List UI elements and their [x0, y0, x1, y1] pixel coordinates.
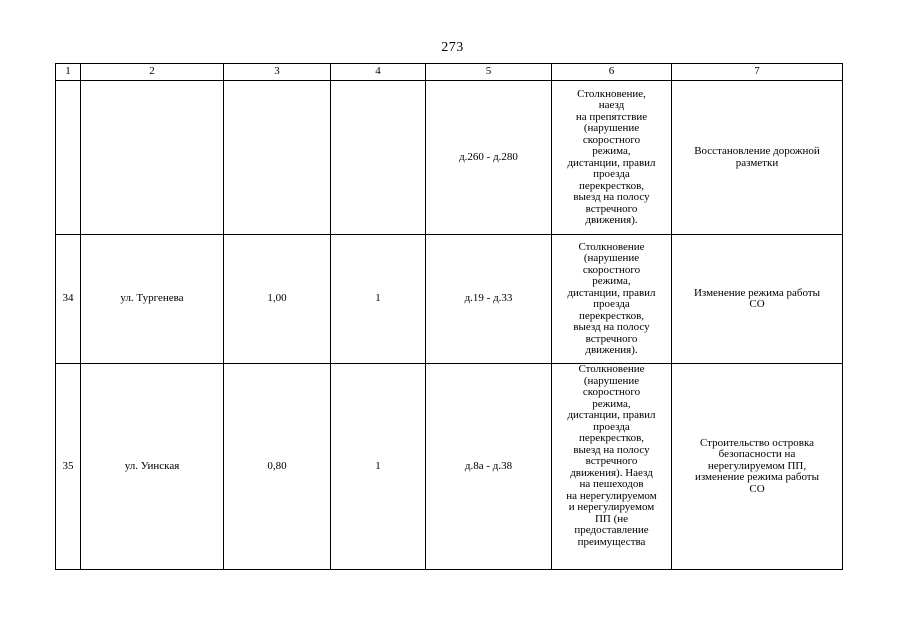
length-value: 0,80 [224, 364, 331, 570]
column-header-2: 2 [81, 64, 224, 81]
measure-text: Строительство островка безопасности на нерегулируемом ПП, изменение режима работы СО [672, 364, 843, 570]
column-header-6: 6 [552, 64, 672, 81]
table-row [56, 235, 843, 364]
column-header-1: 1 [56, 64, 81, 81]
page-number: 273 [441, 40, 464, 55]
count-value: 1 [331, 235, 426, 364]
accident-cause: Столкновение (нарушение скоростного режима, дистанции, правил проезда перекрестков, выезд на полосу встречного движения). [552, 235, 672, 364]
count-value [331, 81, 426, 235]
column-header-3: 3 [224, 64, 331, 81]
row-number: 35 [56, 364, 81, 570]
measure-text: Восстановление дорожной разметки [672, 81, 843, 235]
segment-range: д.260 - д.280 [426, 81, 552, 235]
length-value [224, 81, 331, 235]
row-number [56, 81, 81, 235]
table-row [56, 81, 843, 235]
accident-cause: Столкновение, наезд на препятствие (нарушение скоростного режима, дистанции, правил проезда перекрестков, выезд на полосу встречного движения). [552, 81, 672, 235]
street-name [81, 81, 224, 235]
count-value: 1 [331, 364, 426, 570]
column-header-7: 7 [672, 64, 843, 81]
length-value: 1,00 [224, 235, 331, 364]
street-name: ул. Тургенева [81, 235, 224, 364]
row-number: 34 [56, 235, 81, 364]
column-header-5: 5 [426, 64, 552, 81]
measure-text: Изменение режима работы СО [672, 235, 843, 364]
data-table [55, 63, 843, 570]
column-header-4: 4 [331, 64, 426, 81]
segment-range: д.8а - д.38 [426, 364, 552, 570]
street-name: ул. Уинская [81, 364, 224, 570]
header-row [56, 64, 843, 81]
table-row [56, 364, 843, 570]
accident-cause: Столкновение (нарушение скоростного режима, дистанции, правил проезда перекрестков, выезд на полосу встречного движения). Наезд на пешеходов на нерегулируемом и нерегулируемом ПП (не предоставление преимущества [552, 364, 672, 570]
segment-range: д.19 - д.33 [426, 235, 552, 364]
